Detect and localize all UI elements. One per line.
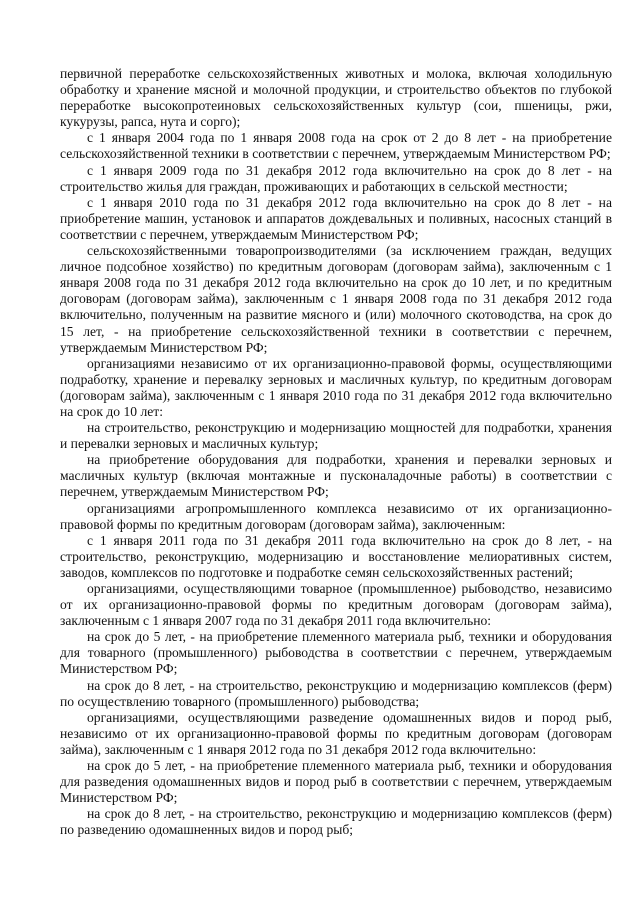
paragraph: организациями независимо от их организационно-правовой формы, осуществляющими подработку, хранение и перевалку зерновых и масличных культур, по кредитным договорам (договорам займа), заключенным с 1 января 2010 года по 31 декабря 2012 года включительно на срок до 10 лет: [60,355,612,419]
paragraph: первичной переработке сельскохозяйственных животных и молока, включая холодильную обработку и хранение мясной и молочной продукции, и строительство объектов по глубокой переработке высокопротеиновых сельскохозяйственных культур (сои, пшеницы, ржи, кукурузы, рапса, нута и сорго); [60,66,612,130]
paragraph: с 1 января 2009 года по 31 декабря 2012 года включительно на срок до 8 лет - на строительство жилья для граждан, проживающих и работающих в сельской местности; [60,162,612,194]
document-page [60,66,612,839]
paragraph: на срок до 5 лет, - на приобретение племенного материала рыб, техники и оборудования для разведения одомашненных видов и пород рыб в соответствии с перечнем, утверждаемым Министерством РФ; [60,758,612,806]
paragraph: на срок до 8 лет, - на строительство, реконструкцию и модернизацию комплексов (ферм) по разведению одомашненных видов и пород рыб; [60,806,612,838]
paragraph: на срок до 5 лет, - на приобретение племенного материала рыб, техники и оборудования для товарного (промышленного) рыбоводства в соответствии с перечнем, утверждаемым Министерством РФ; [60,629,612,677]
paragraph: с 1 января 2004 года по 1 января 2008 года на срок от 2 до 8 лет - на приобретение сельскохозяйственной техники в соответствии с перечнем, утверждаемым Министерством РФ; [60,130,612,162]
paragraph: с 1 января 2010 года по 31 декабря 2012 года включительно на срок до 8 лет - на приобретение машин, установок и аппаратов дождевальных и поливных, насосных станций в соответствии с перечнем, утверждаемым Министерством РФ; [60,194,612,242]
paragraph: организациями, осуществляющими товарное (промышленное) рыбоводство, независимо от их организационно-правовой формы по кредитным договорам (договорам займа), заключенным с 1 января 2007 года по 31 декабря 2011 года включительно: [60,581,612,629]
paragraph: организациями агропромышленного комплекса независимо от их организационно-правовой формы по кредитным договорам (договорам займа), заключенным: [60,500,612,532]
paragraph: сельскохозяйственными товаропроизводителями (за исключением граждан, ведущих личное подсобное хозяйство) по кредитным договорам (договорам займа), заключенным с 1 января 2008 года по 31 декабря 2012 года включительно на срок до 10 лет, и по кредитным договорам (договорам займа), заключенным с 1 января 2008 года по 31 декабря 2012 года включительно, полученным на развитие мясного и (или) молочного скотоводства, на срок до 15 лет, - на приобретение сельскохозяйственной техники в соответствии с перечнем, утверждаемым Министерством РФ; [60,243,612,355]
paragraph: с 1 января 2011 года по 31 декабря 2011 года включительно на срок до 8 лет, - на строительство, реконструкцию, модернизацию и восстановление мелиоративных систем, заводов, комплексов по подготовке и подработке семян сельскохозяйственных растений; [60,532,612,580]
paragraph: на срок до 8 лет, - на строительство, реконструкцию и модернизацию комплексов (ферм) по осуществлению товарного (промышленного) рыбоводства; [60,677,612,709]
paragraph: организациями, осуществляющими разведение одомашненных видов и пород рыб, независимо от их организационно-правовой формы по кредитным договорам (договорам займа), заключенным с 1 января 2012 года по 31 декабря 2012 года включительно: [60,709,612,757]
paragraph: на приобретение оборудования для подработки, хранения и перевалки зерновых и масличных культур (включая монтажные и пусконаладочные работы) в соответствии с перечнем, утверждаемым Министерством РФ; [60,452,612,500]
paragraph: на строительство, реконструкцию и модернизацию мощностей для подработки, хранения и перевалки зерновых и масличных культур; [60,420,612,452]
